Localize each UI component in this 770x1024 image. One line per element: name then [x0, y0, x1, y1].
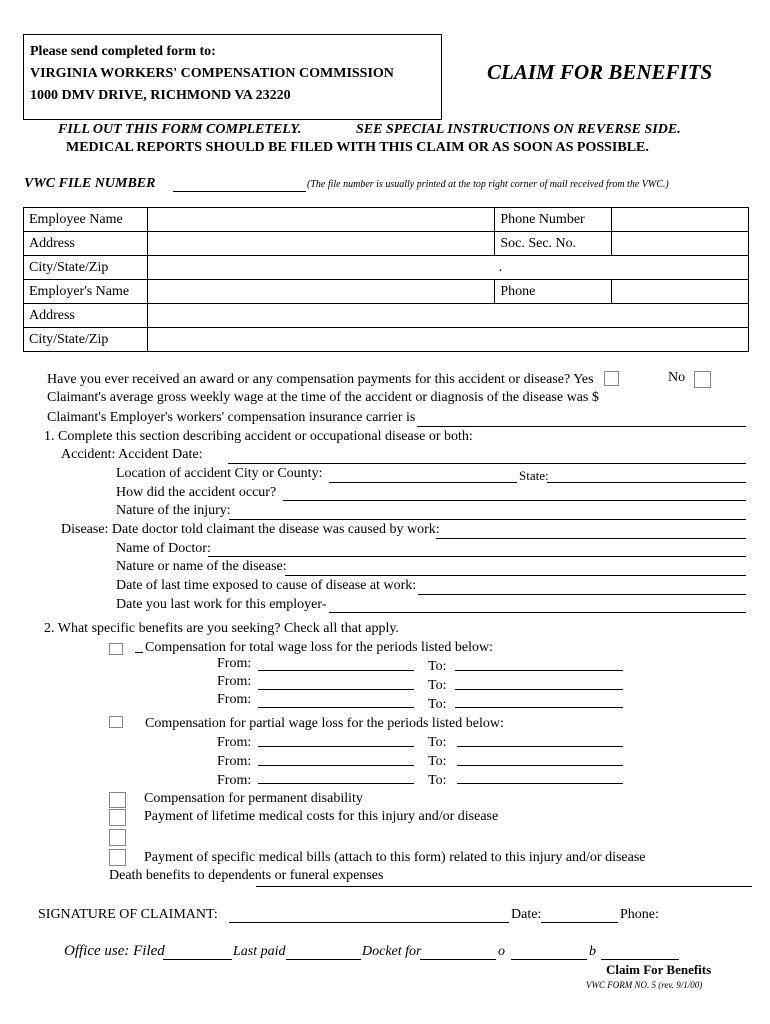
- office-docket-label: Docket for: [362, 944, 422, 959]
- partial-from-field[interactable]: [258, 746, 414, 747]
- disease-nature-label: Nature or name of the disease:: [116, 559, 287, 574]
- vwc-file-note: (The file number is usually printed at the top right corner of mail received from the VWC.): [307, 179, 669, 190]
- death-benefits-label: Death benefits to dependents or funeral expenses: [109, 868, 384, 883]
- section2-heading: 2. What specific benefits are you seeking? Check all that apply.: [44, 621, 399, 636]
- doctor-field[interactable]: [208, 556, 746, 557]
- total-to-field[interactable]: [455, 707, 623, 708]
- total-to-field[interactable]: [455, 670, 623, 671]
- partial-to-label: To:: [428, 773, 447, 788]
- total-wage-mark: [135, 652, 143, 653]
- partial-to-field[interactable]: [457, 746, 623, 747]
- footer-form-number: VWC FORM NO. 5 (rev. 9/1/00): [586, 980, 703, 990]
- total-from-field[interactable]: [258, 670, 414, 671]
- award-no-checkbox[interactable]: [694, 371, 711, 388]
- employee-name-field[interactable]: [147, 208, 494, 232]
- vwc-file-number-field[interactable]: [173, 191, 306, 192]
- accident-location-field[interactable]: [329, 482, 517, 483]
- partial-to-field[interactable]: [457, 783, 623, 784]
- address-field[interactable]: [147, 232, 494, 256]
- table-row: [24, 232, 749, 256]
- city-state-zip-field[interactable]: [147, 256, 748, 280]
- disease-nature-field[interactable]: [285, 575, 746, 576]
- permanent-disability-checkbox[interactable]: [109, 792, 126, 808]
- last-work-label: Date you last work for this employer-: [116, 597, 327, 612]
- death-benefits-field[interactable]: [256, 886, 752, 887]
- lifetime-medical-checkbox[interactable]: [109, 809, 126, 826]
- commission-address: 1000 DMV DRIVE, RICHMOND VA 23220: [30, 88, 291, 103]
- last-work-field[interactable]: [329, 612, 746, 613]
- total-from-label: From:: [217, 674, 252, 689]
- partial-wage-checkbox[interactable]: [109, 716, 123, 728]
- section1-heading: 1. Complete this section describing accident or occupational disease or both:: [44, 429, 473, 444]
- specific-bills-checkbox[interactable]: [109, 849, 126, 866]
- award-question: Have you ever received an award or any compensation payments for this accident or disease? Yes: [47, 372, 594, 387]
- last-exposed-field[interactable]: [418, 594, 746, 595]
- total-from-field[interactable]: [258, 707, 414, 708]
- form-title: CLAIM FOR BENEFITS: [487, 60, 713, 84]
- address-label: Address: [24, 232, 148, 256]
- employer-phone-label: Phone: [495, 280, 612, 304]
- total-to-label: To:: [428, 697, 447, 712]
- total-from-label: From:: [217, 656, 252, 671]
- partial-from-field[interactable]: [258, 765, 414, 766]
- footer-title: Claim For Benefits: [606, 962, 712, 977]
- claimant-info-table: [23, 207, 749, 352]
- signature-label: SIGNATURE OF CLAIMANT:: [38, 907, 218, 922]
- disease-date-field[interactable]: [436, 538, 746, 539]
- employer-city-field[interactable]: [147, 328, 748, 352]
- vwc-file-label: VWC FILE NUMBER: [24, 176, 156, 191]
- total-wage-label: Compensation for total wage loss for the periods listed below:: [145, 640, 493, 655]
- phone-number-field[interactable]: [612, 208, 749, 232]
- office-o-label: o: [498, 944, 505, 959]
- office-last-paid-field[interactable]: [286, 959, 361, 960]
- disease-date-label: Disease: Date doctor told claimant the disease was caused by work:: [61, 522, 440, 537]
- total-to-field[interactable]: [455, 689, 623, 690]
- permanent-disability-label: Compensation for permanent disability: [144, 791, 363, 806]
- partial-from-label: From:: [217, 754, 252, 769]
- carrier-question: Claimant's Employer's workers' compensation insurance carrier is: [47, 410, 416, 425]
- total-to-label: To:: [428, 659, 447, 674]
- total-to-label: To:: [428, 678, 447, 693]
- partial-to-field[interactable]: [457, 765, 623, 766]
- fill-out-instruction: FILL OUT THIS FORM COMPLETELY.: [58, 122, 302, 137]
- office-filed-field[interactable]: [163, 959, 232, 960]
- extra-checkbox[interactable]: [109, 829, 126, 846]
- award-no-label: No: [668, 370, 686, 385]
- award-yes-checkbox[interactable]: [604, 371, 619, 386]
- partial-from-label: From:: [217, 735, 252, 750]
- table-row: [24, 304, 749, 328]
- employer-name-field[interactable]: [147, 280, 494, 304]
- carrier-field[interactable]: [417, 426, 746, 427]
- accident-location-label: Location of accident City or County:: [116, 466, 323, 481]
- city-state-zip-label: City/State/Zip: [24, 256, 148, 280]
- signature-phone-label: Phone:: [620, 907, 659, 922]
- office-docket-field[interactable]: [420, 959, 496, 960]
- table-row: [24, 208, 749, 232]
- partial-from-field[interactable]: [258, 783, 414, 784]
- injury-nature-field[interactable]: [229, 519, 746, 520]
- signature-date-label: Date:: [511, 907, 542, 922]
- injury-nature-label: Nature of the injury:: [116, 503, 231, 518]
- phone-number-label: Phone Number: [495, 208, 612, 232]
- employer-phone-field[interactable]: [612, 280, 749, 304]
- office-filed-label: Office use: Filed: [64, 943, 165, 959]
- last-exposed-label: Date of last time exposed to cause of disease at work:: [116, 578, 417, 593]
- total-from-label: From:: [217, 692, 252, 707]
- ssn-label: Soc. Sec. No.: [495, 232, 612, 256]
- accident-how-label: How did the accident occur?: [116, 485, 277, 500]
- table-row: [24, 328, 749, 352]
- signature-date-field[interactable]: [541, 922, 618, 923]
- table-row: [24, 280, 749, 304]
- city-dot: .: [498, 259, 503, 275]
- ssn-field[interactable]: [612, 232, 749, 256]
- accident-state-field[interactable]: [547, 482, 746, 483]
- lifetime-medical-label: Payment of lifetime medical costs for this injury and/or disease: [144, 809, 499, 824]
- accident-how-field[interactable]: [283, 500, 746, 501]
- office-last-paid-label: Last paid: [233, 944, 286, 959]
- medical-reports-instruction: MEDICAL REPORTS SHOULD BE FILED WITH THIS CLAIM OR AS SOON AS POSSIBLE.: [66, 140, 649, 155]
- accident-date-field[interactable]: [228, 463, 746, 464]
- commission-name: VIRGINIA WORKERS' COMPENSATION COMMISSION: [30, 66, 394, 81]
- office-o-field[interactable]: [511, 959, 587, 960]
- send-to-label: Please send completed form to:: [30, 44, 216, 59]
- employer-address-field[interactable]: [147, 304, 748, 328]
- signature-field[interactable]: [229, 922, 509, 923]
- specific-bills-label: Payment of specific medical bills (attach to this form) related to this injury and/or disease: [144, 850, 646, 865]
- special-instruction: SEE SPECIAL INSTRUCTIONS ON REVERSE SIDE.: [356, 122, 681, 137]
- wage-question: Claimant's average gross weekly wage at the time of the accident or diagnosis of the disease was $: [47, 390, 599, 405]
- total-wage-checkbox[interactable]: [109, 643, 123, 655]
- doctor-label: Name of Doctor:: [116, 541, 211, 556]
- table-row: [24, 256, 749, 280]
- office-b-field[interactable]: [601, 959, 679, 960]
- accident-date-label: Accident: Accident Date:: [61, 447, 203, 462]
- partial-wage-label: Compensation for partial wage loss for the periods listed below:: [145, 716, 504, 731]
- total-from-field[interactable]: [258, 689, 414, 690]
- employer-address-label: Address: [24, 304, 148, 328]
- partial-to-label: To:: [428, 754, 447, 769]
- employer-city-label: City/State/Zip: [24, 328, 148, 352]
- employee-name-label: Employee Name: [24, 208, 148, 232]
- employer-name-label: Employer's Name: [24, 280, 148, 304]
- partial-from-label: From:: [217, 773, 252, 788]
- partial-to-label: To:: [428, 735, 447, 750]
- accident-state-label: State:: [519, 468, 549, 483]
- office-b-label: b: [589, 944, 596, 959]
